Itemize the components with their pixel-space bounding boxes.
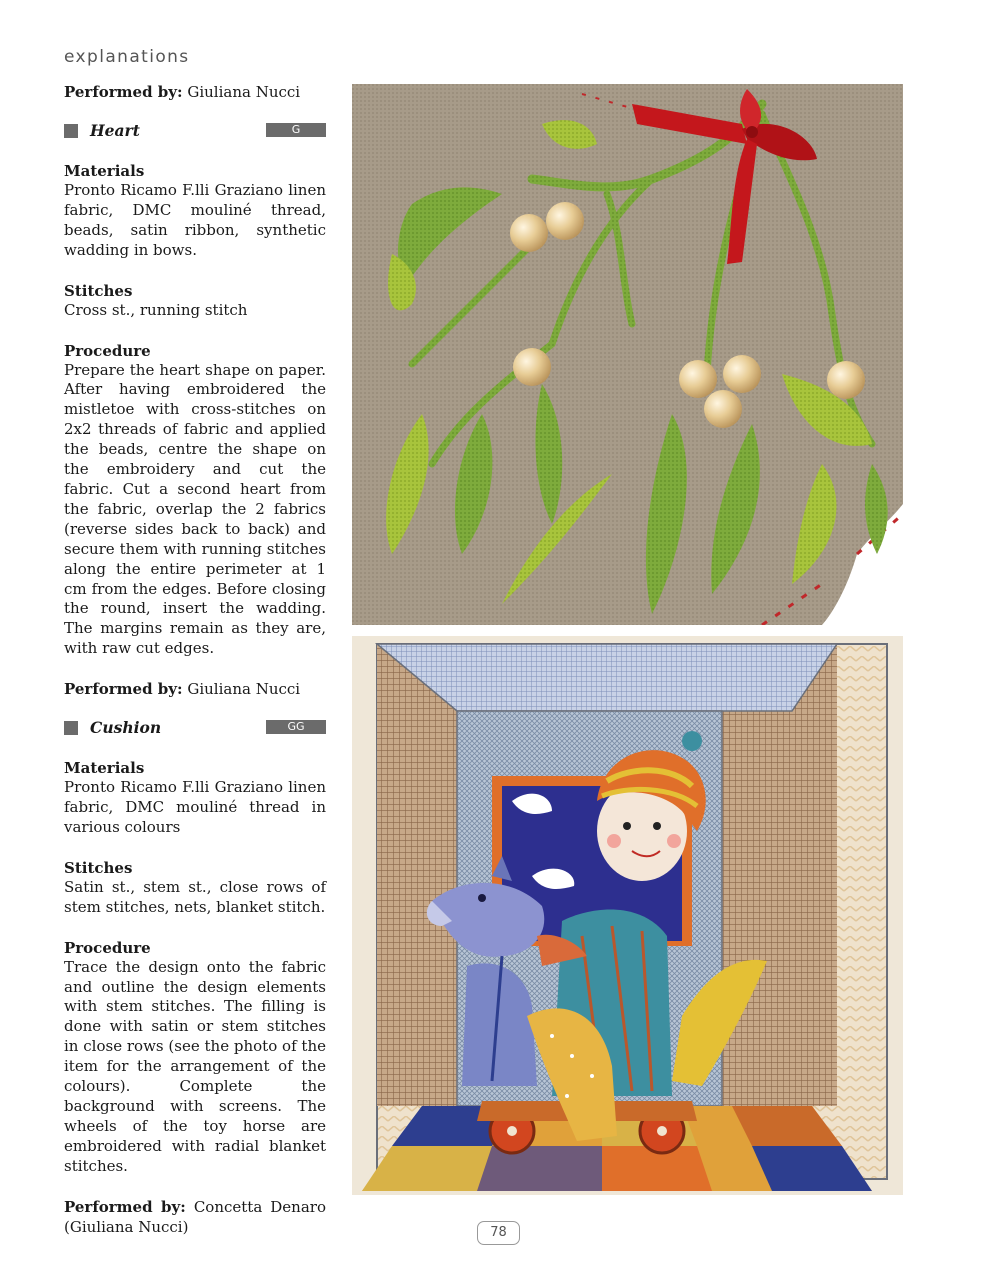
difficulty-badge: GG (266, 720, 326, 734)
materials-heading: Materials (64, 162, 145, 180)
square-bullet-icon (64, 124, 78, 138)
stitches-text: Cross st., running stitch (64, 300, 248, 319)
cushion-embroidery-photo (352, 636, 903, 1195)
stitches-block (64, 281, 326, 321)
procedure-heading: Procedure (64, 341, 151, 360)
performed-by-heart: Performed by: Giuliana Nucci (64, 680, 301, 699)
stitches-text: Satin st., stem st., close rows of stem stitches, nets, blanket stitch. (64, 877, 326, 916)
procedure-text: Prepare the heart shape on paper. After having embroidered the mistletoe with cross-stitches on 2x2 threads of fabric and applied the beads, centre the shape on the embroidery and cut the fabric. Cut a second heart from the fabric, overlap the 2 fabrics (reverse sides back to back) and secure them with running stitches along the entire perimeter at 1 cm from the edges. Before closing the round, insert the wadding. The margins remain as they are, with raw cut edges. (64, 360, 326, 658)
difficulty-badge: G (266, 123, 326, 137)
project-name: Cushion (90, 718, 162, 738)
procedure-block (64, 938, 326, 1177)
performed-by-cushion: Performed by: Concetta Denaro (Giuliana Nucci) (64, 1197, 326, 1236)
stitches-heading: Stitches (64, 858, 133, 877)
materials-text: Pronto Ricamo F.lli Graziano linen fabric, DMC mouliné thread, beads, satin ribbon, synthetic wadding in bows. (64, 181, 326, 259)
stitches-block (64, 858, 326, 918)
section-header: explanations (64, 47, 190, 67)
materials-heading: Materials (64, 759, 145, 778)
square-bullet-icon (64, 721, 78, 735)
procedure-text: Trace the design onto the fabric and outline the design elements with stem stitches. The filling is done with satin or stem stitches in close rows (see the photo of the item for the arrangement of the colours). Complete the background with screens. The wheels of the toy horse are embroidered with radial blanket stitches. (64, 957, 326, 1175)
text-column (64, 82, 326, 1256)
stitches-heading: Stitches (64, 281, 133, 300)
materials-text: Pronto Ricamo F.lli Graziano linen fabric, DMC mouliné thread in various colours (64, 778, 326, 836)
procedure-heading: Procedure (64, 938, 151, 957)
procedure-block (64, 341, 326, 660)
materials-block (64, 758, 326, 838)
heart-embroidery-photo (352, 84, 903, 625)
project-heading-cushion (64, 718, 326, 738)
page-number: 78 (477, 1221, 520, 1245)
project-name: Heart (90, 121, 140, 140)
materials-block (64, 161, 326, 261)
performed-by-heart-top: Performed by: Giuliana Nucci (64, 83, 301, 101)
project-heading-heart (64, 121, 326, 141)
